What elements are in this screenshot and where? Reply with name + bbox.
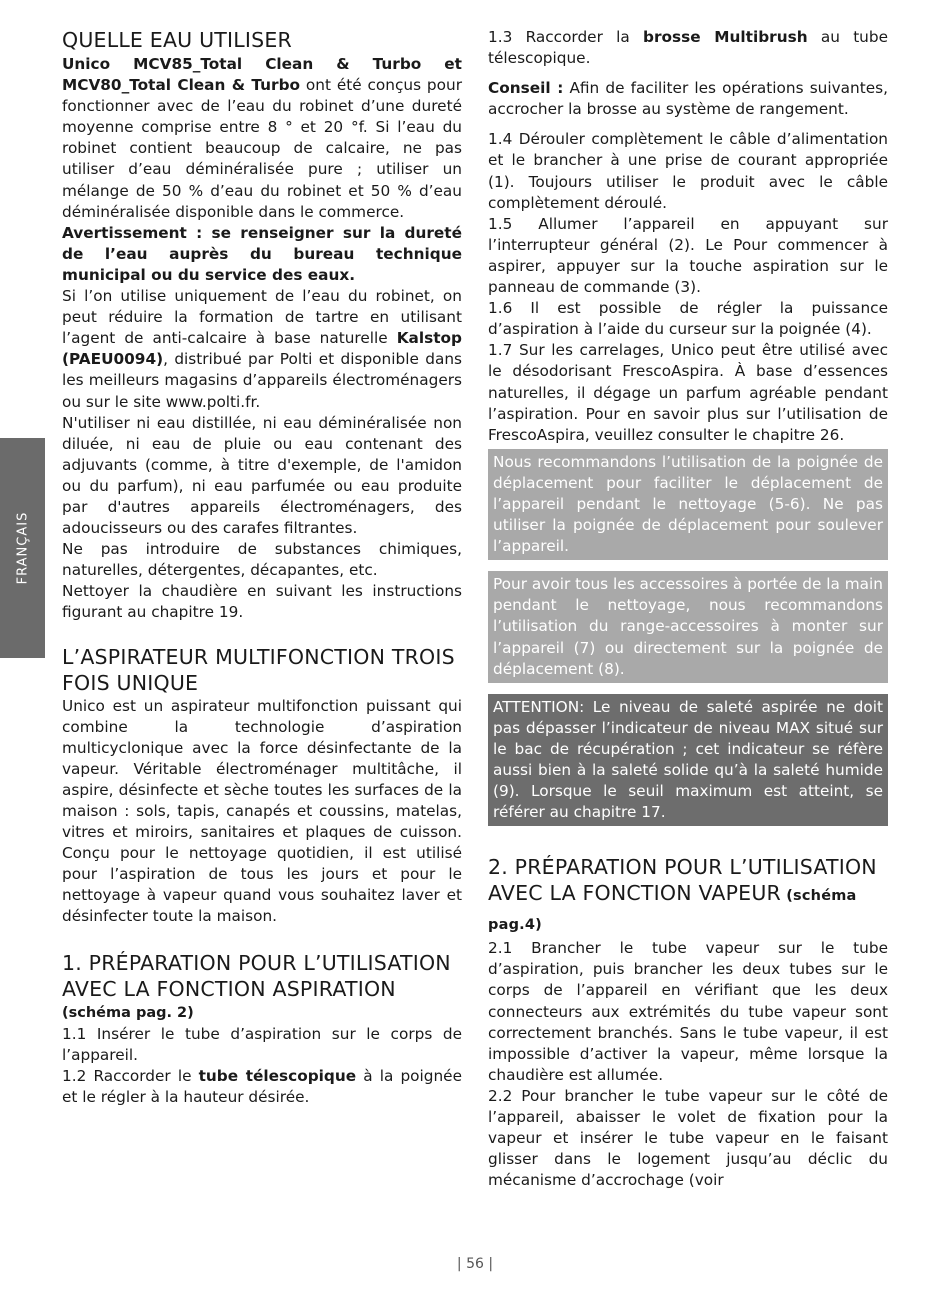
paragraph-chemicals: Ne pas introduire de substances chimiques, naturelles, détergentes, décapantes, etc. — [62, 540, 462, 580]
step-1-5: 1.5 Allumer l’appareil en appuyant sur l’interrupteur général (2). Le Pour commencer à aspirer, appuyer sur la touche aspiration sur le panneau de commande (3). — [488, 214, 888, 297]
step-2-2: 2.2 Pour brancher le tube vapeur sur le côté de l’appareil, abaisser le volet de fixation pour la vapeur et insérer le tube vapeur en le faisant glisser dans le logement jusqu’au déclic du mécanisme d’accrochage (voir — [488, 1086, 888, 1190]
note-box-accessories: Pour avoir tous les accessoires à portée de la main pendant le nettoyage, nous recommandons l’utilisation du range-accessoires à monter sur l’appareil (7) ou directement sur la poignée de déplacement (8). — [488, 571, 888, 682]
heading-multifunction: L’ASPIRATEUR MULTIFONCTION TROIS FOIS UNIQUE — [62, 644, 455, 695]
attention-box: ATTENTION: Le niveau de saleté aspirée ne doit pas dépasser l’indicateur de niveau MAX situé sur le bac de récupération ; cet indicateur se réfère aussi bien à la saleté solide qu’à la saleté humide (9). Lorsque le seuil maximum est atteint, se référer au chapitre 17. — [488, 694, 888, 827]
left-column — [62, 27, 462, 1108]
step-1-7: 1.7 Sur les carrelages, Unico peut être utilisé avec le désodorisant FrescoAspira. À base d’essences naturelles, il dégage un parfum agréable pendant l’aspiration. Pour en savoir plus sur l’utilisation de FrescoAspira, veuillez consulter le chapitre 26. — [488, 341, 888, 444]
step-1-3: 1.3 Raccorder la brosse Multibrush au tube télescopique. — [488, 28, 889, 68]
kalstop-product: Kalstop (PAEU0094) — [62, 329, 462, 369]
heading-water: QUELLE EAU UTILISER — [62, 28, 292, 52]
heading-section-1: 1. PRÉPARATION POUR L’UTILISATION AVEC LA FONCTION ASPIRATION — [62, 950, 451, 1001]
language-label: FRANÇAIS — [15, 511, 30, 585]
step-1-2: 1.2 Raccorder le tube télescopique à la poignée et le régler à la hauteur désirée. — [62, 1066, 462, 1106]
right-column — [488, 27, 888, 1191]
page-number: | 56 | — [456, 1256, 494, 1272]
paragraph-water-types: N'utiliser ni eau distillée, ni eau déminéralisée non diluée, ni eau de pluie ou eau contenant des adjuvants (comme, à titre d'exemple, de l'amidon ou du parfum), ni eau parfumée ou eau produite par d'autres appareils électroménagers, des adoucisseurs ou des carafes filtrantes. — [62, 413, 462, 538]
heading-section-2: 2. PRÉPARATION POUR L’UTILISATION AVEC LA FONCTION VAPEUR (schéma pag.4) — [488, 855, 877, 934]
heading-section-1-sub: (schéma pag. 2) — [62, 1004, 194, 1021]
paragraph-boiler: Nettoyer la chaudière en suivant les instructions figurant au chapitre 19. — [62, 582, 462, 622]
step-1-6: 1.6 Il est possible de régler la puissance d’aspiration à l’aide du curseur sur la poignée (4). — [488, 299, 888, 339]
paragraph-kalstop: Si l’on utilise uniquement de l’eau du robinet, on peut réduire la formation de tartre en utilisant l’agent de anti-calcaire à base naturelle Kalstop (PAEU0094), distribué par Polti et disponible dans les meilleurs magasins d’appareils électroménagers ou sur le site www.polti.fr. — [62, 287, 462, 411]
model-names: Unico MCV85_Total Clean & Turbo et MCV80_Total Clean & Turbo — [62, 55, 462, 95]
tip-conseil: Conseil : Afin de faciliter les opérations suivantes, accrocher la brosse au système de rangement. — [488, 79, 888, 119]
warning-text: Avertissement : se renseigner sur la dureté de l’eau auprès du bureau technique municipal ou du service des eaux. — [62, 223, 462, 284]
step-1-1: 1.1 Insérer le tube d’aspiration sur le corps de l’appareil. — [62, 1024, 462, 1064]
step-1-4: 1.4 Dérouler complètement le câble d’alimentation et le brancher à une prise de courant appropriée (1). Toujours utiliser le produit avec le câble complètement déroulé. — [488, 130, 888, 212]
paragraph-unico-description: Unico est un aspirateur multifonction puissant qui combine la technologie d’aspiration multicyclonique avec la force désinfectante de la vapeur. Véritable électroménager multitâche, il aspire, désinfecte et sèche toutes les surfaces de la maison : sols, tapis, canapés et coussins, matelas, vitres et miroirs, sanitaires et plaques de cuisson. Conçu pour le nettoyage quotidien, il est utilisé pour l’aspiration de tous les jours et pour le nettoyage à vapeur quand vous souhaitez laver et désinfecter toute la maison. — [62, 696, 462, 926]
note-box-handle: Nous recommandons l’utilisation de la poignée de déplacement pour faciliter le déplacement de l’appareil pendant le nettoyage (5-6). Ne pas utiliser la poignée de déplacement pour soulever l’appareil. — [488, 449, 888, 560]
step-2-1: 2.1 Brancher le tube vapeur sur le tube d’aspiration, puis brancher les deux tubes sur le corps de l’appareil en vérifiant que les deux connecteurs aux extrémités du tube vapeur sont correctement branchés. Sans le tube vapeur, il est impossible d’activer la vapeur, même lorsque la chaudière est allumée. — [488, 939, 888, 1084]
paragraph-water-intro: Unico MCV85_Total Clean & Turbo et MCV80_Total Clean & Turbo ont été conçus pour fonctionner avec de l’eau du robinet d’une dureté moyenne comprise entre 8 ° et 20 °f. Si l’eau du robinet contient beaucoup de calcaire, ne pas utiliser d’eau déminéralisée pure ; utiliser un mélange de 50 % d’eau du robinet et 50 % d’eau déminéralisée disponible dans le commerce. — [62, 55, 462, 221]
language-side-tab — [0, 438, 45, 658]
